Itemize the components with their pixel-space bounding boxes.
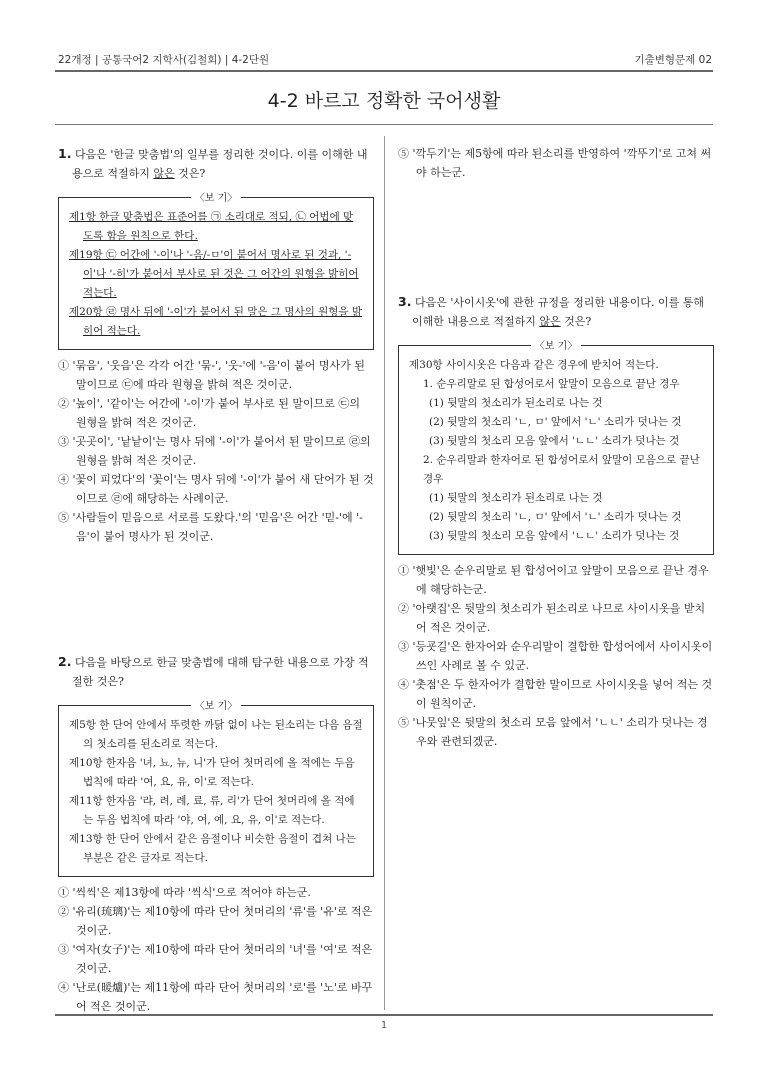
question-1 bbox=[58, 144, 374, 546]
box-label: 〈보 기〉 bbox=[531, 341, 582, 352]
question-number: 2. bbox=[58, 654, 72, 669]
box-line: (2) 뒷말의 첫소리 'ㄴ, ㅁ' 앞에서 'ㄴ' 소리가 덧나는 것 bbox=[429, 511, 682, 523]
box-label: 〈보 기〉 bbox=[191, 701, 242, 712]
box-line: 제19항 ㉢ 어간에 '-이'나 '-음/-ㅁ'이 붙어서 명사로 된 것과, '-이'나 '-히'가 붙어서 부사로 된 것은 그 어간의 원형을 밝히어 적는다. bbox=[69, 249, 359, 299]
box-line: (1) 뒷말의 첫소리가 된소리로 나는 것 bbox=[429, 397, 603, 409]
question-2-continued bbox=[398, 144, 714, 182]
footer-rule bbox=[55, 1014, 713, 1016]
box-line: 제11항 한자음 '랴, 려, 례, 료, 류, 리'가 단어 첫머리에 올 적에는 두음 법칙에 따라 '야, 여, 예, 요, 유, 이'로 적는다. bbox=[69, 795, 355, 826]
box-line: 제20항 ㉣ 명사 뒤에 '-이'가 붙어서 된 말은 그 명사의 원형을 밝히어 적는다. bbox=[69, 306, 363, 337]
answer-option[interactable]: ② '아랫집'은 뒷말의 첫소리가 된소리로 나므로 사이시옷을 받치어 적은 것이군. bbox=[398, 602, 706, 634]
answer-option[interactable]: ④ '난로(暖爐)'는 제11항에 따라 단어 첫머리의 '로'를 '노'로 바꾸어 적은 것이군. bbox=[58, 981, 373, 1013]
answer-option[interactable]: ⑤ '깍두기'는 제5항에 따라 된소리를 반영하여 '깍뚜기'로 고쳐 써야 하는군. bbox=[398, 147, 712, 179]
box-line: (1) 뒷말의 첫소리가 된소리로 나는 것 bbox=[429, 492, 603, 504]
answer-option[interactable]: ③ '여자(女子)'는 제10항에 따라 단어 첫머리의 '녀'를 '여'로 적은 것이군. bbox=[58, 943, 373, 975]
header-rule bbox=[55, 70, 713, 72]
question-3-options bbox=[398, 561, 714, 751]
question-1-box bbox=[58, 193, 374, 350]
title-rule bbox=[55, 124, 713, 125]
box-line: 제10항 한자음 '녀, 뇨, 뉴, 니'가 단어 첫머리에 올 적에는 두음 법칙에 따라 '여, 요, 유, 이'로 적는다. bbox=[69, 757, 355, 788]
question-2-stem: 2. 다음을 바탕으로 한글 맞춤법에 대해 탐구한 내용으로 가장 적절한 것은? bbox=[58, 654, 369, 688]
answer-option[interactable]: ④ '촛점'은 두 한자어가 결합한 말이므로 사이시옷을 넣어 적는 것이 원칙이군. bbox=[398, 678, 713, 710]
question-2-options bbox=[58, 883, 374, 1016]
answer-option[interactable]: ⑤ '사람들이 믿음으로 서로를 도왔다.'의 '믿음'은 어간 '믿-'에 '-음'이 붙어 명사가 된 것이군. bbox=[58, 511, 363, 543]
question-3 bbox=[398, 292, 714, 751]
box-line: (3) 뒷말의 첫소리 모음 앞에서 'ㄴㄴ' 소리가 덧나는 것 bbox=[429, 530, 680, 542]
answer-option[interactable]: ② '높이', '같이'는 어간에 '-이'가 붙어 부사로 된 말이므로 ㉢의 원형을 밝혀 적은 것이군. bbox=[58, 397, 360, 429]
box-line: 1. 순우리말로 된 합성어로서 앞말이 모음으로 끝난 경우 bbox=[423, 378, 680, 390]
box-line: 제30항 사이시옷은 다음과 같은 경우에 받치어 적는다. bbox=[409, 359, 659, 371]
question-1-options bbox=[58, 356, 374, 546]
question-number: 1. bbox=[58, 146, 72, 161]
answer-option[interactable]: ① '묶음', '웃음'은 각각 어간 '묶-', '웃-'에 '-음'이 붙어 명사가 된 말이므로 ㉢에 따라 원형을 밝혀 적은 것이군. bbox=[58, 359, 365, 391]
box-label: 〈보 기〉 bbox=[191, 193, 242, 204]
question-2-box bbox=[58, 701, 374, 877]
question-3-stem: 3. 다음은 '사이시옷'에 관한 규정을 정리한 내용이다. 이를 통해 이해한 내용으로 적절하지 않은 것은? bbox=[398, 294, 704, 328]
box-line: (3) 뒷말의 첫소리 모음 앞에서 'ㄴㄴ' 소리가 덧나는 것 bbox=[429, 435, 680, 447]
box-line: 2. 순우리말과 한자어로 된 합성어로서 앞말이 모음으로 끝난 경우 bbox=[423, 454, 700, 485]
answer-option[interactable]: ⑤ '나뭇잎'은 뒷말의 첫소리 모음 앞에서 'ㄴㄴ' 소리가 덧나는 경우와 관련되겠군. bbox=[398, 716, 708, 748]
question-number: 3. bbox=[398, 294, 412, 309]
answer-option[interactable]: ③ '등굣길'은 한자어와 순우리말이 결합한 합성어에서 사이시옷이 쓰인 사례로 볼 수 있군. bbox=[398, 640, 713, 672]
box-line: 제13항 한 단어 안에서 같은 음절이나 비슷한 음절이 겹쳐 나는 부분은 같은 글자로 적는다. bbox=[69, 833, 356, 864]
answer-option[interactable]: ① '씩씩'은 제13항에 따라 '씩식'으로 적어야 하는군. bbox=[58, 886, 311, 899]
header-worksheet-label: 기출변형문제 02 bbox=[634, 54, 712, 66]
question-2 bbox=[58, 652, 374, 1016]
question-3-box bbox=[398, 341, 714, 555]
question-1-stem: 1. 다음은 '한글 맞춤법'의 일부를 정리한 것이다. 이를 이해한 내용으로 적절하지 않은 것은? bbox=[58, 146, 368, 180]
box-line: 제1항 한글 맞춤법은 표준어를 ㉠ 소리대로 적되, ㉡ 어법에 맞도록 함을 원칙으로 한다. bbox=[69, 211, 354, 242]
answer-option[interactable]: ③ '곳곳이', '낱낱이'는 명사 뒤에 '-이'가 붙어서 된 말이므로 ㉣의 원형을 밝혀 적은 것이군. bbox=[58, 435, 371, 467]
page-number: 1 bbox=[380, 1020, 388, 1031]
answer-option[interactable]: ① '햇빛'은 순우리말로 된 합성어이고 앞말이 모음으로 끝난 경우에 해당하는군. bbox=[398, 564, 709, 596]
box-line: (2) 뒷말의 첫소리 'ㄴ, ㅁ' 앞에서 'ㄴ' 소리가 덧나는 것 bbox=[429, 416, 682, 428]
page-title: 4-2 바르고 정확한 국어생활 bbox=[267, 90, 501, 112]
column-divider bbox=[384, 136, 385, 1010]
header-course-info: 22개정 | 공통국어2 지학사(김철회) | 4-2단원 bbox=[58, 54, 270, 66]
box-line: 제5항 한 단어 안에서 뚜렷한 까닭 없이 나는 된소리는 다음 음절의 첫소리를 된소리로 적는다. bbox=[69, 719, 363, 750]
answer-option[interactable]: ② '유리(琉璃)'는 제10항에 따라 단어 첫머리의 '류'를 '유'로 적은 것이군. bbox=[58, 905, 373, 937]
answer-option[interactable]: ④ '꽃이 피었다'의 '꽃이'는 명사 뒤에 '-이'가 붙어 새 단어가 된 것이므로 ㉣에 해당하는 사례이군. bbox=[58, 473, 374, 505]
